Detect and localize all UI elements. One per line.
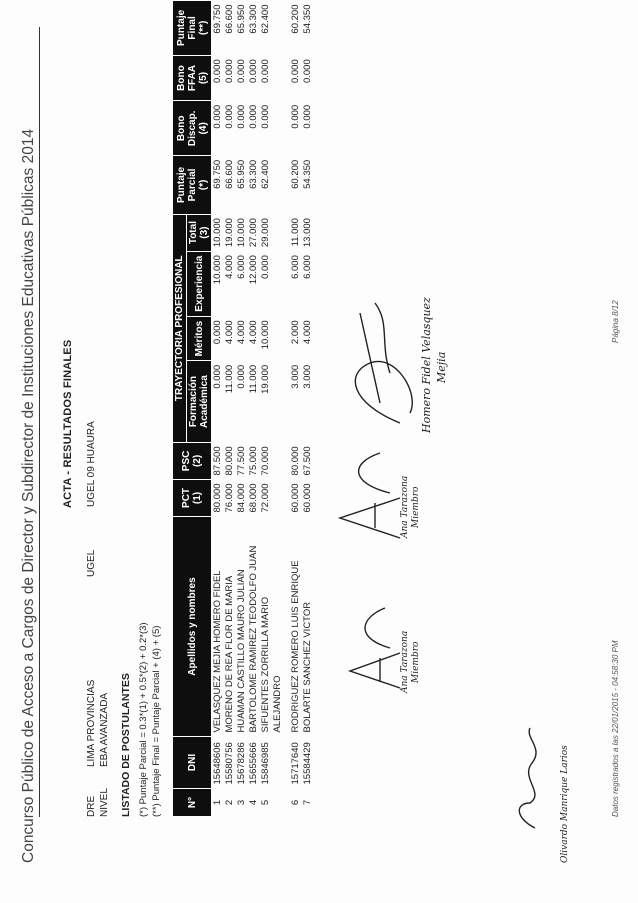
- cell-mer: 4.000: [248, 320, 259, 345]
- signature-3-name: Ana Tarazona: [400, 630, 410, 693]
- cell-mer: 10.000: [260, 320, 271, 350]
- col-formacion: Formación Académica: [187, 361, 212, 443]
- col-psc-label: PSC: [181, 450, 192, 472]
- cell-mer: 4.000: [302, 320, 313, 345]
- cell-ffaa: 0.000: [236, 59, 247, 84]
- table-row: [224, 1, 236, 817]
- cell-name: ALEJANDRO: [272, 675, 283, 733]
- cell-form: 11.000: [248, 364, 259, 394]
- col-parcial: [173, 156, 212, 214]
- cell-name: BOLARTE SANCHEZ VICTOR: [302, 601, 313, 733]
- cell-form: 19.000: [260, 364, 271, 394]
- table-row: [248, 1, 260, 817]
- cell-dni: 15648606: [212, 742, 223, 785]
- cell-tot: 27.000: [248, 218, 259, 248]
- cell-tot: 13.000: [302, 218, 313, 248]
- col-discap: [173, 101, 212, 156]
- cell-pct: 80.000: [212, 483, 223, 513]
- signature-2-role: Miembro: [411, 486, 421, 528]
- cell-ffaa: 0.000: [224, 59, 235, 84]
- table-row: [212, 1, 225, 817]
- cell-parc: 63.300: [248, 159, 259, 189]
- col-pct-label: PCT: [181, 487, 192, 508]
- signature-1: [340, 293, 430, 433]
- cell-ffaa: 0.000: [260, 59, 271, 84]
- cell-pct: 60.000: [302, 483, 313, 513]
- cell-disc: 0.000: [212, 104, 223, 129]
- title-rule: [39, 27, 40, 817]
- cell-pct: 72.000: [260, 483, 271, 513]
- col-total: [187, 214, 212, 251]
- ugel-value: UGEL 09 HUAURA: [86, 421, 97, 507]
- cell-ffaa: 0.000: [248, 59, 259, 84]
- signature-2-name: Ana Tarazona: [400, 475, 410, 538]
- cell-name: RODRIGUEZ ROMERO LUIS ENRIQUE: [290, 560, 301, 733]
- cell-mer: [272, 316, 284, 361]
- cell-dni: 15846985: [260, 742, 271, 785]
- col-dni: DNI: [173, 737, 212, 789]
- col-n: N°: [173, 789, 212, 817]
- cell-dni: 15655666: [248, 742, 259, 785]
- cell-ffaa: 0.000: [302, 59, 313, 84]
- table-row: [236, 1, 248, 817]
- cell-form: [272, 361, 284, 443]
- cell-parc: 54.350: [302, 159, 313, 189]
- cell-name: HUAMAN CASTILLO MAURO JULIAN: [236, 569, 247, 733]
- cell-form: 3.000: [290, 364, 301, 389]
- table-row: [260, 1, 272, 817]
- col-ffaa: [173, 55, 212, 101]
- table-row: [290, 1, 302, 817]
- cell-tot: [272, 214, 284, 251]
- col-parcial-label: Puntaje Parcial: [175, 166, 198, 204]
- cell-parc: 62.400: [260, 159, 271, 189]
- cell-n: 7: [302, 799, 313, 806]
- page-number: Página 8/12: [611, 300, 620, 343]
- col-parcial-sub: (*): [197, 179, 209, 191]
- dre-label: DRE: [86, 795, 97, 817]
- cell-exp: 6.000: [302, 255, 313, 279]
- col-pct: [173, 479, 212, 516]
- cell-tot: 29.000: [260, 218, 271, 248]
- cell-pct: 60.000: [290, 483, 301, 513]
- cell-disc: 0.000: [236, 104, 247, 129]
- listado-heading: LISTADO DE POSTULANTES: [120, 673, 132, 817]
- cell-psc: 87.500: [212, 446, 223, 476]
- cell-n: 5: [260, 799, 271, 806]
- col-pct-sub: (1): [192, 491, 203, 505]
- cell-disc: 0.000: [260, 104, 271, 129]
- cell-psc: 80.000: [224, 446, 235, 476]
- cell-dni: 15580756: [224, 742, 235, 785]
- cell-disc: 0.000: [248, 104, 259, 129]
- cell-form: 3.000: [302, 364, 313, 389]
- cell-fin: 69.750: [212, 4, 223, 34]
- col-total-sub: (3): [199, 226, 210, 239]
- col-discap-label: Bono Discap.: [175, 110, 198, 147]
- cell-psc: 77.500: [236, 446, 247, 476]
- ugel-label: UGEL: [86, 549, 97, 577]
- cell-pct: 76.000: [224, 483, 235, 513]
- cell-form: 0.000: [212, 364, 223, 389]
- acta-heading: ACTA - RESULTADOS FINALES: [62, 339, 74, 508]
- cell-disc: 0.000: [224, 104, 235, 129]
- cell-parc: [272, 156, 284, 214]
- cell-form: 0.000: [236, 364, 247, 389]
- cell-fin: 66.600: [224, 4, 235, 34]
- cell-n: 6: [290, 799, 301, 806]
- table-row: [272, 1, 284, 817]
- cell-dni: 15678286: [236, 742, 247, 785]
- results-body: [212, 1, 315, 817]
- table-row: [302, 1, 314, 817]
- cell-n: 2: [224, 799, 235, 806]
- col-psc-sub: (2): [192, 454, 203, 468]
- cell-n: 4: [248, 799, 259, 806]
- cell-psc: 70.000: [260, 446, 271, 476]
- cell-disc: 0.000: [290, 104, 301, 129]
- cell-disc: 0.000: [302, 104, 313, 129]
- cell-exp: 6.000: [290, 255, 301, 279]
- cell-psc: 75.000: [248, 446, 259, 476]
- cell-mer: 4.000: [236, 320, 247, 345]
- cell-tot: 10.000: [212, 218, 223, 248]
- signature-3-role: Miembro: [411, 641, 421, 683]
- cell-ffaa: 0.000: [212, 59, 223, 84]
- formula-final: (**) Puntaje Final = Puntaje Parcial + (4) + (5): [151, 625, 162, 817]
- cell-exp: 4.000: [224, 255, 235, 279]
- document-title: Concurso Público de Acceso a Cargos de Director y Subdirector de Instituciones Educativas Públicas 2014: [20, 128, 37, 863]
- nivel-label: NIVEL: [99, 788, 110, 817]
- col-discap-sub: (4): [197, 122, 209, 135]
- cell-parc: 66.600: [224, 159, 235, 189]
- cell-ffaa: [272, 55, 284, 101]
- col-ffaa-label: Bono FFAA: [175, 64, 198, 92]
- cell-parc: 69.750: [212, 159, 223, 189]
- cell-tot: 11.000: [290, 218, 301, 247]
- cell-n: 1: [212, 799, 223, 806]
- col-trayectoria: TRAYECTORIA PROFESIONAL: [173, 214, 187, 442]
- cell-name: MORENO DE REA FLOR DE MARIA: [224, 575, 235, 733]
- col-ffaa-sub: (5): [197, 71, 209, 85]
- cell-ffaa: 0.000: [290, 59, 301, 84]
- cell-exp: 6.000: [236, 255, 247, 279]
- cell-fin: 54.350: [302, 4, 313, 34]
- col-final-label: Puntaje Final: [175, 9, 198, 46]
- cell-name: SIFUENTES ZORRILLA MARIO: [260, 596, 271, 733]
- cell-dni: 15584429: [302, 742, 313, 785]
- cell-dni: 15717640: [290, 742, 301, 785]
- signature-4: [510, 723, 550, 833]
- col-meritos: Méritos: [187, 316, 212, 361]
- nivel-value: EBA AVANZADA: [99, 692, 110, 767]
- signature-1-name-2: Mejia: [435, 351, 448, 383]
- signature-4-name: Olivardo Manrique Larios: [560, 745, 570, 863]
- cell-exp: 10.000: [212, 255, 223, 285]
- col-nombres: Apellidos y nombres: [173, 517, 212, 737]
- cell-psc: 80.000: [290, 446, 301, 476]
- cell-dni: [272, 737, 284, 789]
- signature-1-name: Homero Fidel Velasquez: [420, 297, 433, 433]
- cell-mer: 0.000: [212, 320, 223, 345]
- cell-fin: 62.400: [260, 4, 271, 34]
- col-final: [173, 1, 212, 56]
- dre-value: LIMA PROVINCIAS: [86, 679, 97, 767]
- cell-parc: 60.200: [290, 159, 301, 189]
- cell-disc: [272, 101, 284, 156]
- cell-exp: 0.000: [260, 255, 271, 279]
- cell-pct: 68.000: [248, 483, 259, 513]
- cell-pct: 84.000: [236, 483, 247, 513]
- col-final-sub: (**): [197, 20, 209, 36]
- col-psc: [173, 442, 212, 479]
- cell-psc: 67.500: [302, 446, 313, 476]
- cell-name: BARTOLOME RAMIREZ TEODOLFO JUAN: [248, 545, 259, 733]
- cell-name: VELASQUEZ MEJIA HOMERO FIDEL: [212, 570, 223, 733]
- col-total-label: Total: [188, 221, 199, 245]
- signature-2: [330, 443, 410, 543]
- cell-tot: 19.000: [224, 218, 235, 248]
- cell-exp: [272, 251, 284, 316]
- cell-n: [272, 789, 284, 817]
- cell-exp: 12.000: [248, 255, 259, 285]
- cell-fin: 60.200: [290, 4, 301, 34]
- cell-parc: 65.950: [236, 159, 247, 189]
- cell-mer: 2.000: [290, 320, 301, 345]
- cell-fin: [272, 1, 284, 56]
- cell-form: 11.000: [224, 364, 235, 394]
- cell-pct: [272, 479, 284, 516]
- cell-psc: [272, 442, 284, 479]
- footer-timestamp: Datos registrados a las 22/01/2015 - 04:58:30 PM: [611, 640, 620, 817]
- cell-fin: 65.950: [236, 4, 247, 34]
- formula-parcial: (*) Puntaje Parcial = 0.3*(1) + 0.5*(2) + 0.2*(3): [138, 622, 149, 817]
- cell-mer: 4.000: [224, 320, 235, 345]
- cell-tot: 10.000: [236, 218, 247, 248]
- cell-fin: 63.300: [248, 4, 259, 34]
- cell-n: 3: [236, 799, 247, 806]
- results-table: [172, 0, 314, 817]
- col-experiencia: Experiencia: [187, 251, 212, 316]
